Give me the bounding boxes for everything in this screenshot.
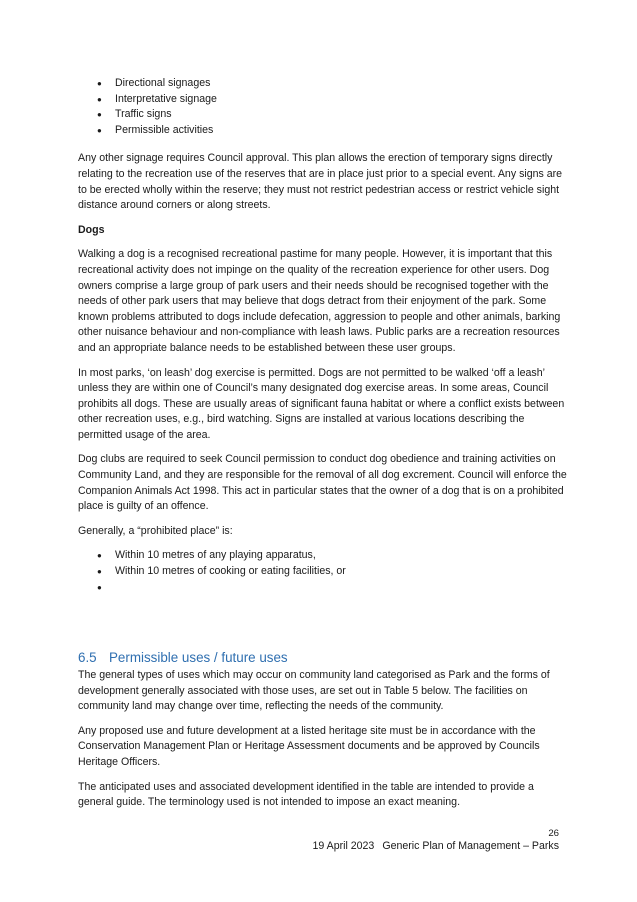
- section-paragraph-2: Any proposed use and future development at a listed heritage site must be in accordance with the Conservation Management Plan or Heritage Assessment documents and be approved by Councils Heritage Officers.: [78, 724, 540, 768]
- signage-types-list: [78, 76, 568, 138]
- section-number: 6.5: [78, 650, 97, 665]
- dogs-paragraph-2: In most parks, ‘on leash’ dog exercise is permitted. Dogs are not permitted to be walked ‘off a leash’ unless they are within one of Council’s many designated dog exercise areas. In some areas, Council prohibits all dogs. These are usually areas of significant fauna habitat or where a conflict exists between other recreation uses, e.g., bird watching. Signs are installed at various locations describing the permitted usage of the area.: [78, 366, 565, 441]
- section-content: [78, 668, 568, 820]
- footer-date: 19 April 2023: [312, 840, 375, 852]
- list-item: ● Permissible activities: [78, 123, 568, 139]
- list-item: ● Traffic signs: [78, 107, 568, 123]
- page-number: 26: [548, 828, 559, 839]
- body-content: [78, 76, 568, 608]
- section-heading: [78, 650, 288, 665]
- prohibited-place-intro: Generally, a “prohibited place” is:: [78, 524, 233, 537]
- footer: [312, 840, 559, 852]
- list-item: [78, 580, 568, 596]
- dogs-paragraph-3: Dog clubs are required to seek Council permission to conduct dog obedience and training activities on Community Land, and they are responsible for the removal of all dog excrement. Council will enforce the Companion Animals Act 1998. This act in particular states that the owner of a dog that is on a prohibited place is guilty of an offence.: [78, 453, 567, 513]
- list-item: ● Interpretative signage: [78, 92, 568, 108]
- section-paragraph-1: The general types of uses which may occur on community land categorised as Park and the forms of development generally associated with those uses, are set out in Table 5 below. The facilities on community land may change over time, reflecting the needs of the community.: [78, 669, 550, 713]
- section-title: Permissible uses / future uses: [109, 650, 288, 665]
- dogs-paragraph-1: Walking a dog is a recognised recreational pastime for many people. However, it is important that this recreational activity does not impinge on the quality of the recreation experience for other users. Dog owners comprise a large group of park users and their needs should be recognised together with the needs of other park users that may believe that dogs detract from their enjoyment of the park. Some known problems attributed to dogs include defecation, aggression to people and other animals, barking other nuisance behaviour and non-compliance with leash laws. Public parks are a recreation resources and an appropriate balance needs to be established between these user groups.: [78, 248, 561, 354]
- prohibited-place-list: [78, 548, 568, 595]
- section-paragraph-3: The anticipated uses and associated development identified in the table are intended to provide a general guide. The terminology used is not intended to impose an exact meaning.: [78, 780, 534, 809]
- list-item: ● Directional signages: [78, 76, 568, 92]
- footer-document-title: Generic Plan of Management – Parks: [382, 840, 559, 852]
- list-item: ● Within 10 metres of any playing apparatus,: [78, 548, 568, 564]
- list-item: ● Within 10 metres of cooking or eating facilities, or: [78, 564, 568, 580]
- signage-paragraph: Any other signage requires Council approval. This plan allows the erection of temporary signs directly relating to the recreation use of the reserves that are in place just prior to a special event. Any signs are to be erected wholly within the reserve; they must not restrict pedestrian access or restrict vehicle sight distance around corners or along streets.: [78, 152, 563, 212]
- dogs-heading: Dogs: [78, 223, 105, 236]
